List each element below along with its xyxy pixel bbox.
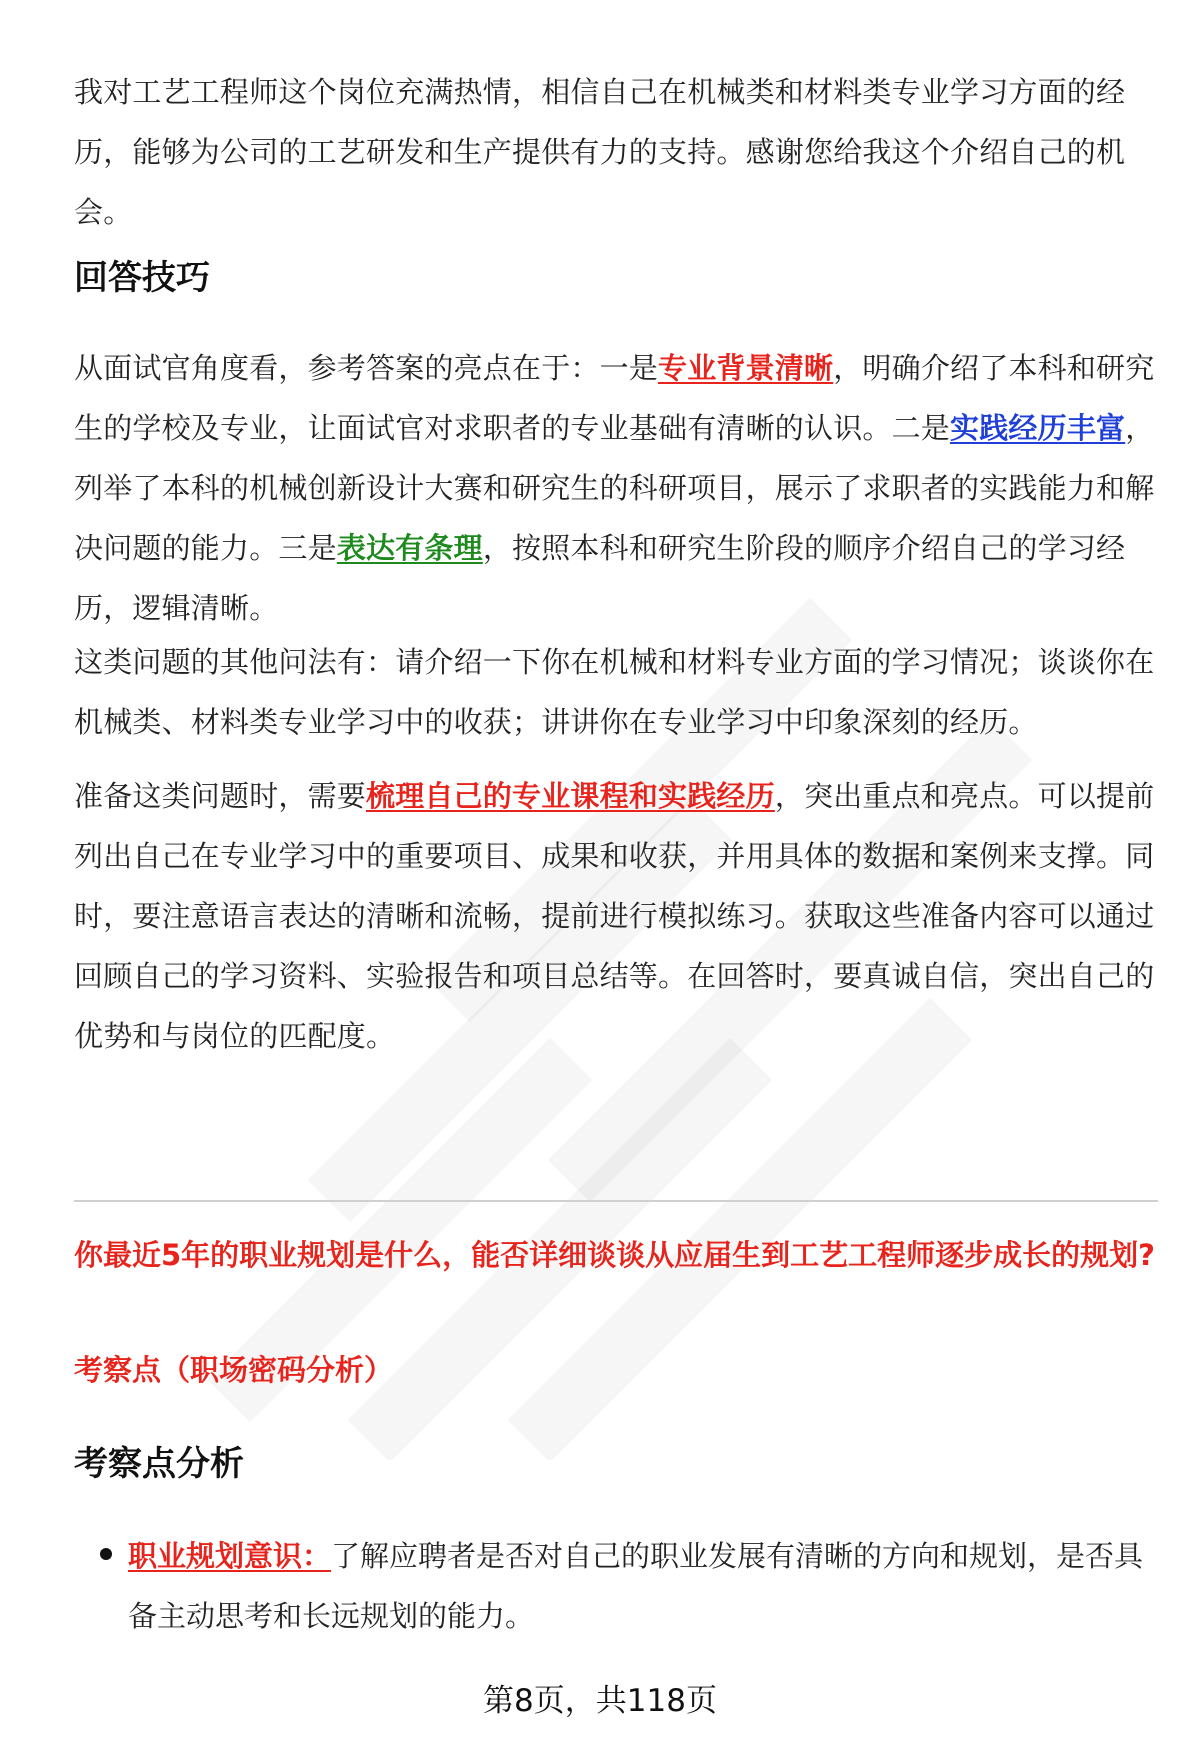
question-text: 你最近5年的职业规划是什么，能否详细谈谈从应届生到工艺工程师逐步成长的规划? (74, 1238, 1156, 1272)
analysis-heading: 考察点分析 (74, 1444, 244, 1484)
tips-paragraph-1 (74, 338, 1158, 638)
intro-paragraph: 我对工艺工程师这个岗位充满热情，相信自己在机械类和材料类专业学习方面的经历，能够为公司的工艺研发和生产提供有力的支持。感谢您给我这个介绍自己的机会。 (74, 75, 1126, 229)
bullet-dot-icon (100, 1548, 112, 1560)
highlight-sort-courses: 梳理自己的专业课程和实践经历 (366, 779, 775, 813)
tips-p1-text-3: ，列举了本科的机械创新设计大赛和研究生的科研项目，展示了求职者的实践能力和解决问题的能力。三是 (74, 411, 1155, 565)
tips-heading: 回答技巧 (74, 258, 210, 298)
tips-p1-text-1: 从面试官角度看，参考答案的亮点在于：一是 (74, 351, 659, 385)
page-footer: 第8页，共118页 (483, 1683, 717, 1719)
tips-section (74, 250, 1158, 299)
bullet-text: 了解应聘者是否对自己的职业发展有清晰的方向和规划，是否具备主动思考和长远规划的能力。 (128, 1539, 1144, 1633)
point-label-block (74, 1348, 1158, 1389)
bullet-label: 职业规划意识： (128, 1539, 332, 1573)
highlight-structured-expression: 表达有条理 (336, 531, 483, 565)
section-divider (74, 1200, 1158, 1202)
tips-p3-text-1: 准备这类问题时，需要 (74, 779, 367, 813)
highlight-practice-experience: 实践经历丰富 (950, 411, 1126, 445)
tips-paragraph-2 (74, 632, 1158, 752)
highlight-professional-background: 专业背景清晰 (658, 351, 834, 385)
page-content (74, 62, 1158, 242)
tips-p1-text-2: ，明确介绍了本科和研究生的学校及专业，让面试官对求职者的专业基础有清晰的认识。二是 (74, 351, 1155, 445)
next-question (74, 1232, 1158, 1278)
point-label: 考察点（职场密码分析） (74, 1353, 394, 1387)
list-item (74, 1526, 1158, 1646)
tips-p1-text-4: ，按照本科和研究生阶段的顺序介绍自己的学习经历，逻辑清晰。 (74, 531, 1126, 625)
tips-p3-text-2: ，突出重点和亮点。可以提前列出自己在专业学习中的重要项目、成果和收获，并用具体的数据和案例来支撑。同时，要注意语言表达的清晰和流畅，提前进行模拟练习。获取这些准备内容可以通过回顾自己的学习资料、实验报告和项目总结等。在回答时，要真诚自信，突出自己的优势和与岗位的匹配度。 (74, 779, 1155, 1053)
analysis-heading-block (74, 1436, 1158, 1485)
tips-paragraph-3 (74, 766, 1158, 1066)
tips-p2-text: 这类问题的其他问法有：请介绍一下你在机械和材料专业方面的学习情况；谈谈你在机械类、材料类专业学习中的收获；讲讲你在专业学习中印象深刻的经历。 (74, 645, 1155, 739)
